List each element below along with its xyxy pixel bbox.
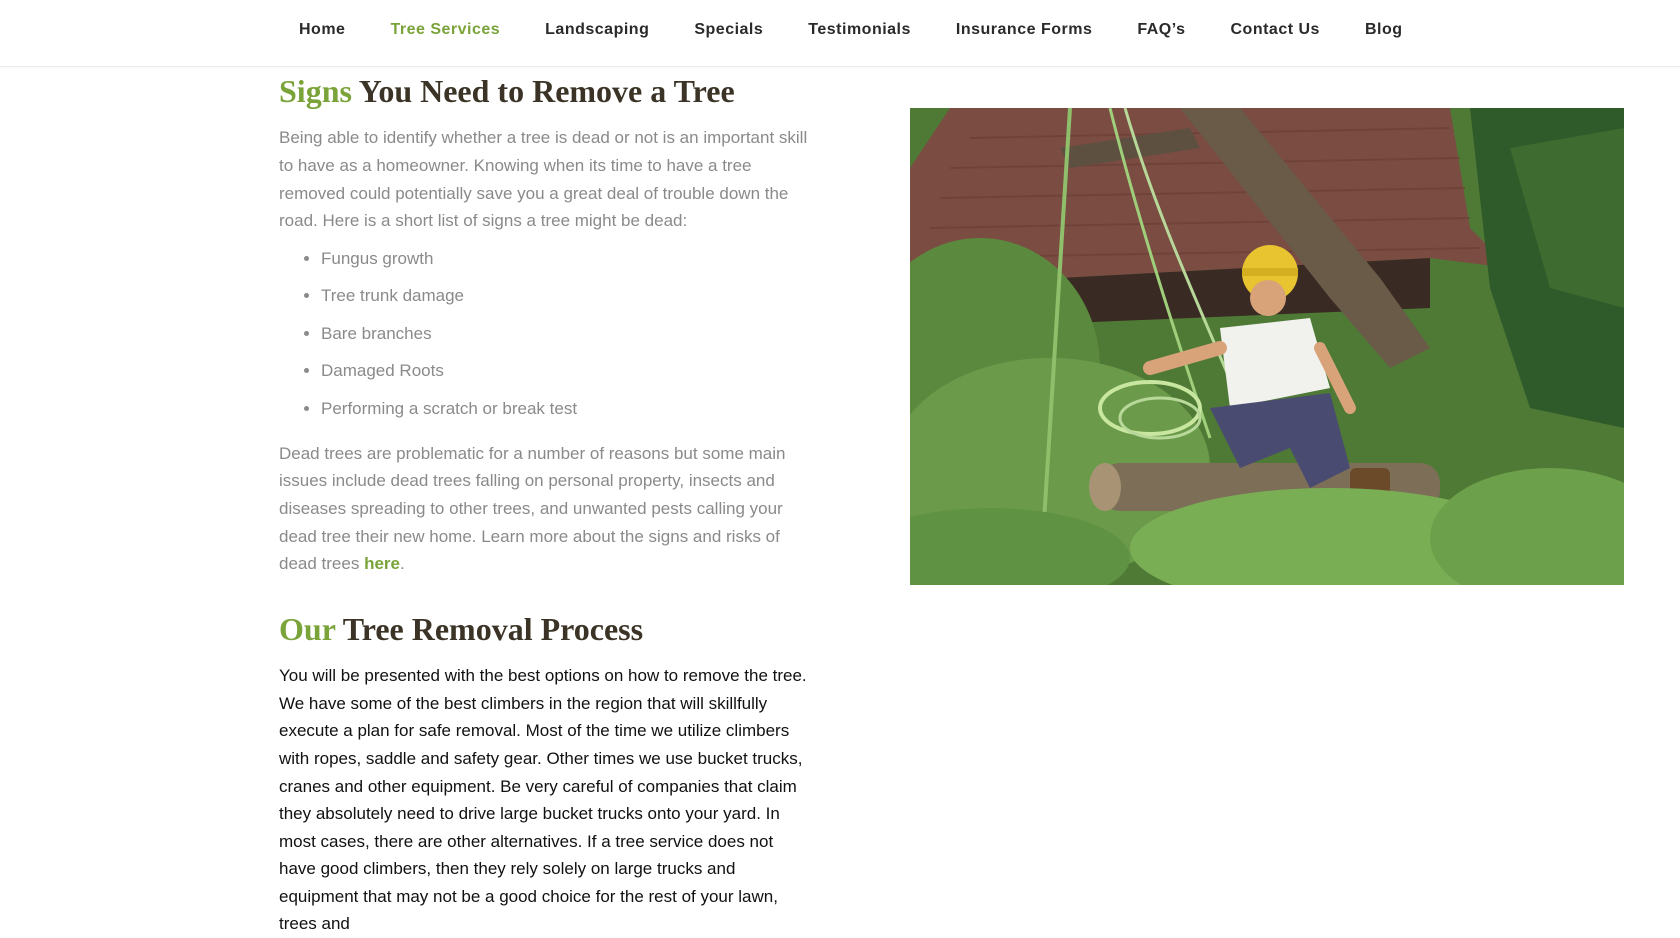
list-item: • Performing a scratch or break test — [321, 398, 814, 419]
nav-item-testimonials[interactable]: Testimonials — [808, 21, 911, 38]
nav-item-contact-us[interactable]: Contact Us — [1230, 21, 1320, 38]
nav-item-faqs[interactable]: FAQ’s — [1137, 21, 1186, 38]
signs-heading-rest: You Need to Remove a Tree — [351, 73, 735, 109]
signs-heading — [279, 72, 814, 110]
signs-intro: Being able to identify whether a tree is dead or not is an important skill to have as a homeowner. Knowing when its time to have a tree removed could potentially save you a great deal of trouble down the road. Here is a short list of signs a tree might be dead: — [279, 128, 808, 231]
nav-item-insurance-forms[interactable]: Insurance Forms — [955, 21, 1093, 38]
process-paragraph: You will be presented with the best options on how to remove the tree. We have some of the best climbers in the region that will skillfully execute a plan for safe removal. Most of the time we utilize climbers with ropes, saddle and safety gear. Other times we use bucket trucks, cranes and other equipment. Be very careful of companies that claim they absolutely need to drive large bucket trucks onto your yard. In most cases, there are other alternatives. If a tree service does not have good climbers, then they rely solely on large trucks and equipment that may not be a good choice for the rest of your lawn, trees and — [279, 666, 807, 934]
list-item: • Tree trunk damage — [321, 285, 814, 306]
process-heading — [279, 610, 814, 648]
nav-item-landscaping[interactable]: Landscaping — [545, 21, 650, 38]
learn-more-link[interactable]: here — [364, 554, 400, 574]
dead-trees-text: Dead trees are problematic for a number of reasons but some main issues include dead trees falling on personal property, insects and diseases spreading to other trees, and unwanted pests calling your dead tree their new home. Learn more about the signs and risks of dead trees — [279, 443, 786, 574]
nav-item-blog[interactable]: Blog — [1364, 21, 1403, 38]
process-heading-accent: Our — [279, 610, 336, 647]
nav-menu — [299, 21, 1402, 39]
list-item: • Fungus growth — [321, 248, 814, 269]
nav-item-specials[interactable]: Specials — [694, 21, 764, 38]
list-item: • Damaged Roots — [321, 360, 814, 381]
nav-item-home[interactable]: Home — [299, 21, 346, 38]
dead-trees-paragraph — [279, 440, 814, 578]
signs-heading-accent: Signs — [279, 73, 352, 109]
process-heading-rest: Tree Removal Process — [335, 610, 644, 647]
signs-section — [279, 72, 814, 578]
arborist-illustration — [910, 108, 1624, 585]
nav-item-tree-services[interactable]: Tree Services — [390, 21, 501, 38]
main-content — [279, 66, 814, 938]
arborist-climbing-photo — [910, 108, 1624, 585]
main-navigation — [0, 0, 1680, 67]
list-item: • Bare branches — [321, 323, 814, 344]
removal-process-section — [279, 610, 814, 938]
dead-tree-signs-list — [279, 248, 814, 419]
dead-trees-period: . — [399, 554, 405, 574]
